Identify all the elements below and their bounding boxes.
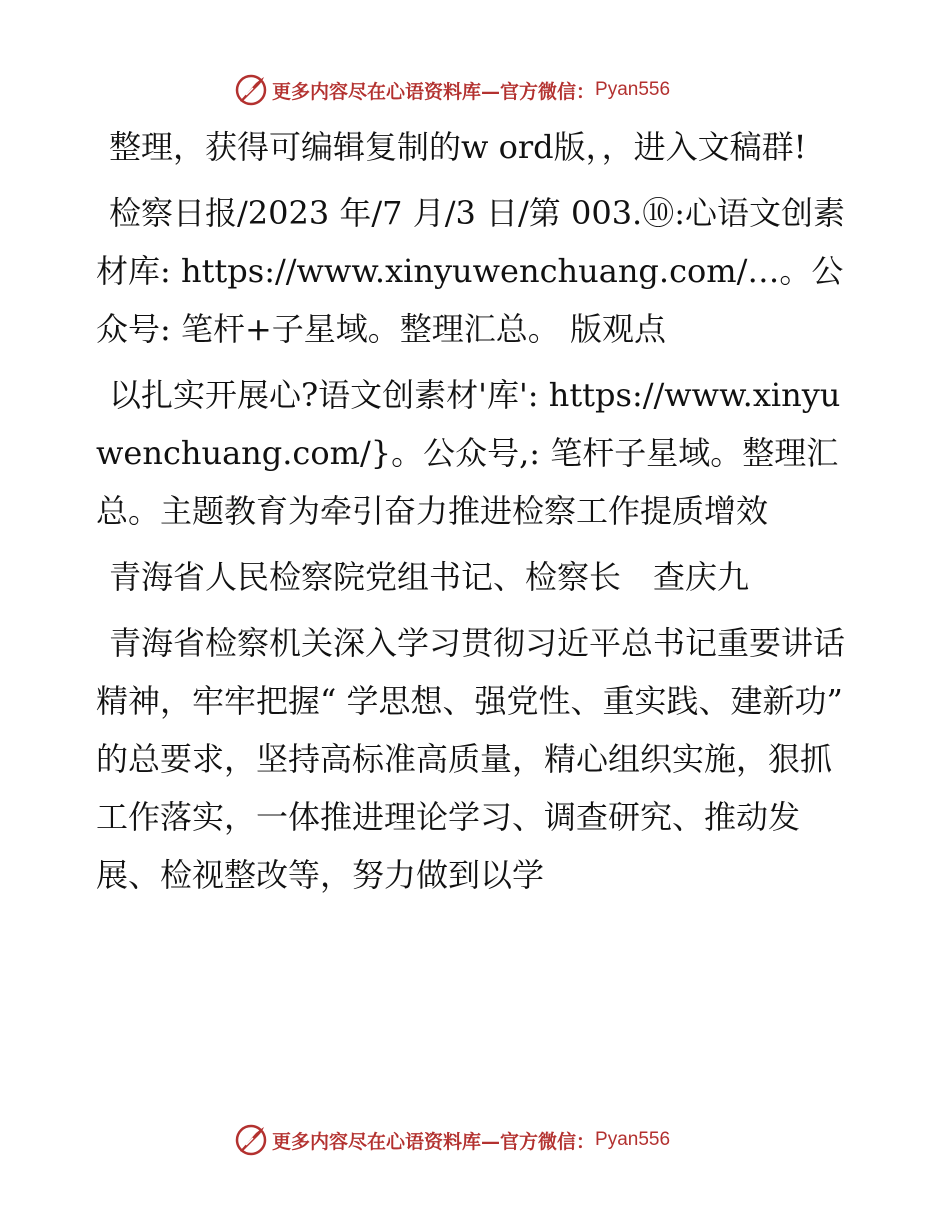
paragraph-author: 青海省人民检察院党组书记、检察长 查庆九 bbox=[109, 558, 750, 596]
wechat-id: Pyan556 bbox=[595, 79, 671, 100]
banner-text: 更多内容尽在心语资料库—官方微信： bbox=[272, 80, 596, 103]
paragraph-body: 青海省检察机关深入学习贯彻习近平总书记重要讲话精神，牢牢把握“ 学思想、强党性、重实践、建新功” 的总要求，坚持高标准高质量，精心组织实施，狠抓工作落实，一体推进理论学习、调查研究、推动发展、检视整改等，努力做到以学 bbox=[96, 624, 846, 894]
document-body bbox=[96, 118, 856, 904]
paragraph-title: 以扎实开展心?语文创素材'库': https://www.xinyuwenchuang.com/}。公众号,: 笔杆子星域。整理汇总。主题教育为牵引奋力推进检察工作提质增效 bbox=[96, 376, 841, 530]
header-banner bbox=[234, 73, 670, 107]
paragraph-source: 检察日报/2023 年/7 月/3 日/第 003.⑩:心语文创素材库: https://www.xinyuwenchuang.com/…。公众号: 笔杆+子星域。整理汇总。 版观点 bbox=[96, 194, 846, 348]
banner-text: 更多内容尽在心语资料库—官方微信： bbox=[272, 1130, 596, 1153]
wechat-id: Pyan556 bbox=[595, 1129, 671, 1150]
paragraph-intro: 整理，获得可编辑复制的w ord版，，进入文稿群! bbox=[109, 128, 807, 166]
quill-pen-logo-icon bbox=[234, 73, 268, 107]
footer-banner bbox=[234, 1123, 670, 1157]
quill-pen-logo-icon bbox=[234, 1123, 268, 1157]
